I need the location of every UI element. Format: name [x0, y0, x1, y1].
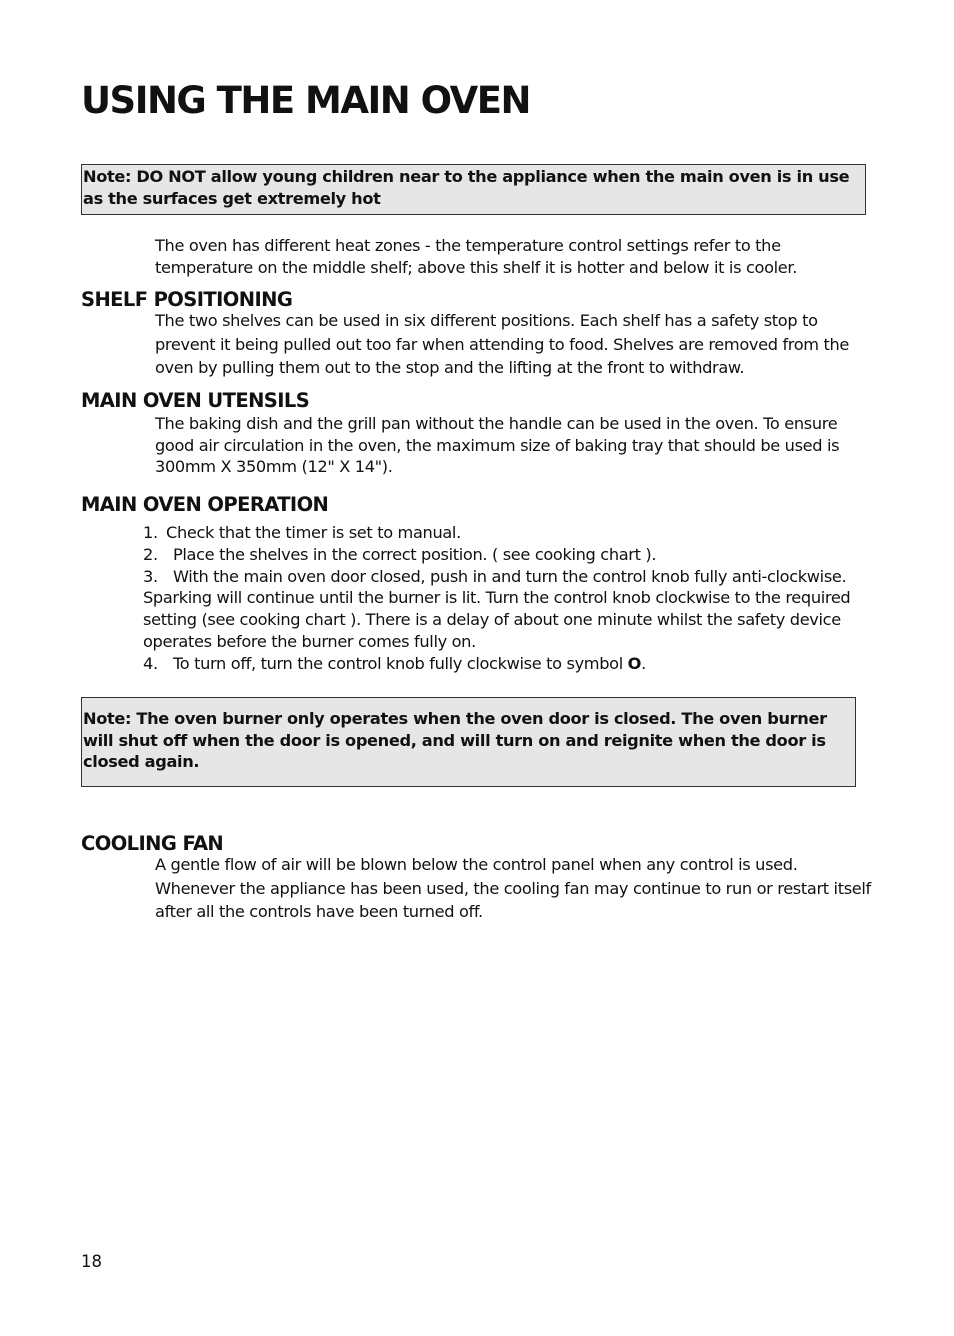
shelf-positioning-text: The two shelves can be used in six different positions. Each shelf has a safety stop to prevent it being pulled out too far when attending to food. Shelves are removed from the oven by pulling them out to the stop and the lifting at the front to withdraw.: [155, 311, 850, 377]
intro-paragraph: The oven has different heat zones - the temperature control settings refer to the temperature on the middle shelf; above this shelf it is hotter and below it is cooler.: [155, 236, 797, 277]
cooling-fan-text: A gentle flow of air will be blown below the control panel when any control is used. Whenever the appliance has been used, the cooling fan may continue to run or restart itself after all the controls have been turned off.: [155, 855, 871, 921]
main-oven-utensils-text: The baking dish and the grill pan without the handle can be used in the oven. To ensure good air circulation in the oven, the maximum size of baking tray that should be used is 300mm X 350mm (12" X 14").: [155, 414, 840, 476]
step-text-end: .: [641, 653, 646, 673]
step-text: Place the shelves in the correct position. ( see cooking chart ).: [173, 544, 657, 564]
step-text: With the main oven door closed, push in and turn the control knob fully anti-clockwise. Sparking will continue until the burner is lit. Turn the control knob clockwise to the required setting (see cooking chart ). There is a delay of about one minute whilst the safety device operates before the burner comes fully on.: [143, 566, 851, 651]
operation-steps-list: [143, 522, 895, 675]
list-item: [143, 653, 895, 675]
list-item: [143, 522, 895, 544]
list-item: [143, 566, 895, 653]
shelf-positioning-heading: SHELF POSITIONING: [81, 288, 293, 311]
note-children-warning: Note: DO NOT allow young children near to the appliance when the main oven is in use as the surfaces get extremely hot: [81, 164, 866, 215]
note-oven-burner: Note: The oven burner only operates when the oven door is closed. The oven burner will shut off when the door is opened, and will turn on and reignite when the door is closed again.: [81, 697, 856, 787]
cooling-fan-heading: COOLING FAN: [81, 832, 224, 855]
step-number: 2.: [143, 544, 158, 564]
step-number: 1.: [143, 523, 158, 542]
step-text: To turn off, turn the control knob fully clockwise to symbol: [173, 653, 628, 673]
step-number: 3.: [143, 566, 158, 586]
list-item: [143, 544, 895, 566]
off-symbol: O: [627, 653, 642, 673]
main-oven-operation-heading: MAIN OVEN OPERATION: [81, 493, 329, 516]
page-title: USING THE MAIN OVEN: [81, 79, 530, 122]
page-number: 18: [81, 1252, 102, 1271]
step-text: Check that the timer is set to manual.: [166, 523, 461, 542]
step-number: 4.: [143, 653, 158, 673]
main-oven-utensils-heading: MAIN OVEN UTENSILS: [81, 389, 310, 412]
